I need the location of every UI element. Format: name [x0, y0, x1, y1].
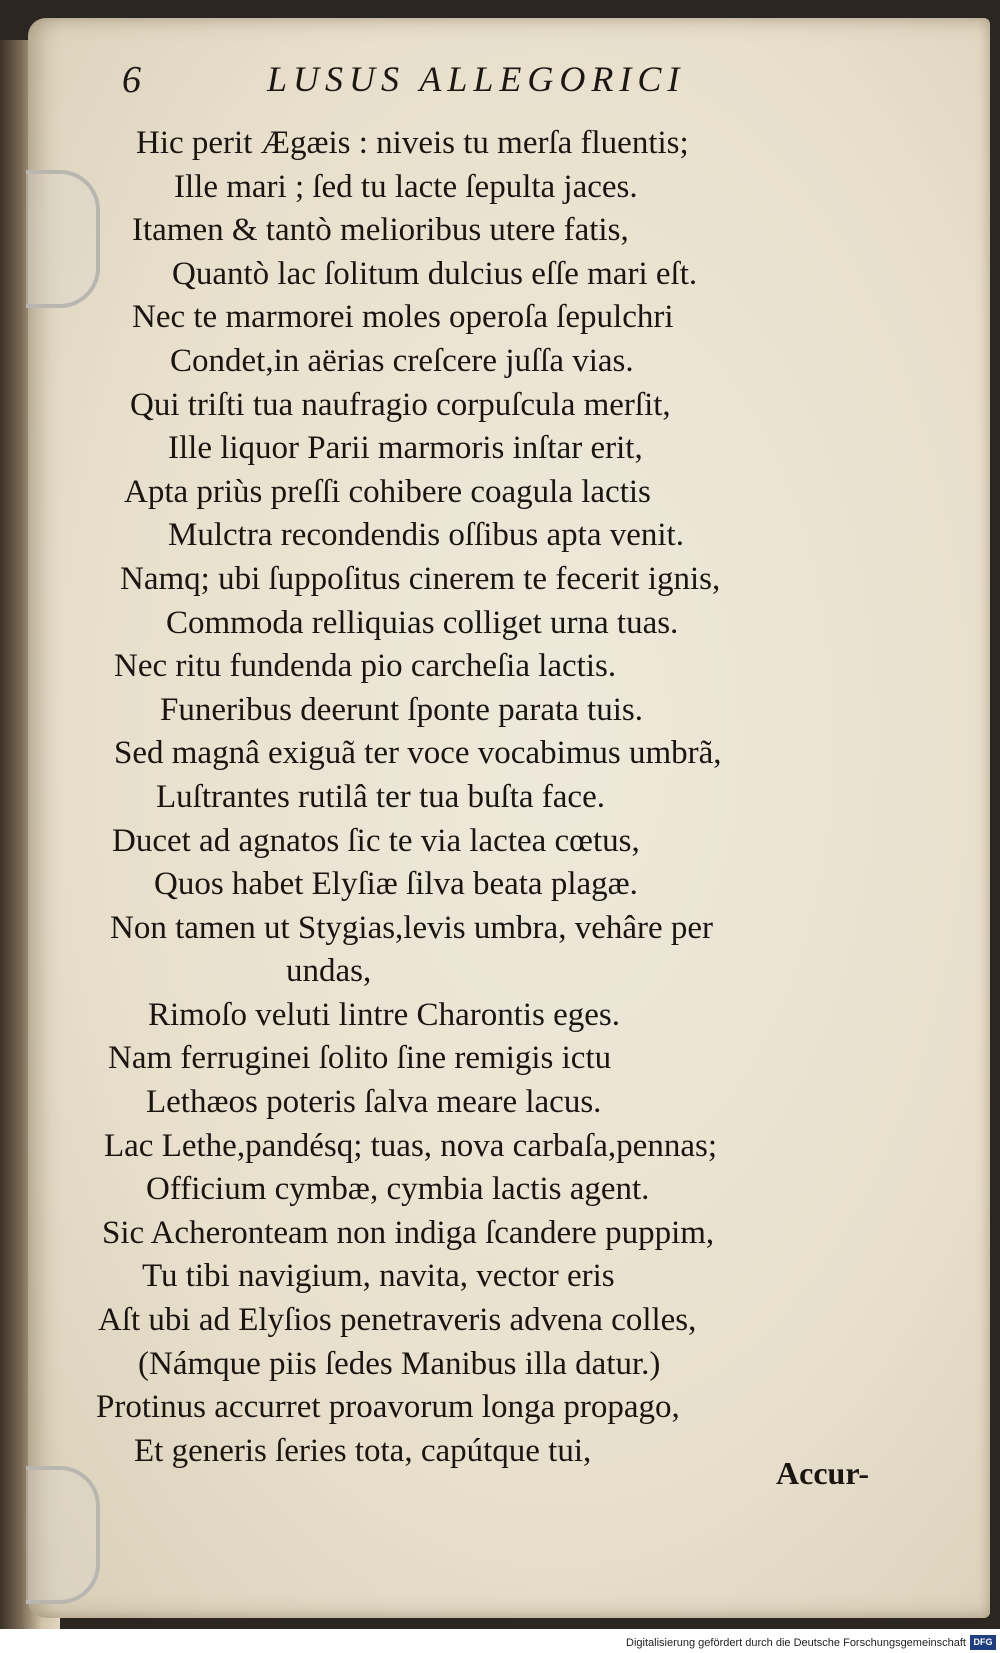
page-header	[112, 58, 832, 108]
catchword: Accur-	[776, 1455, 869, 1491]
poem-line: Et generis ſeries tota, capútque tui,	[134, 1432, 592, 1469]
poem-line: Sed magnâ exiguã ter voce vocabimus umbrã,	[114, 735, 722, 772]
poem-line: Non tamen ut Stygias,levis umbra, vehâre per	[110, 909, 714, 946]
poem-line: Protinus accurret proavorum longa propago,	[96, 1389, 680, 1426]
page-clip-top	[26, 170, 100, 308]
poem-line: Qui triſti tua naufragio corpuſcula merſit,	[130, 386, 671, 423]
poem-line: Condet,in aërias creſcere juſſa vias.	[170, 342, 634, 379]
poem-line: Ducet ad agnatos ſic te via lactea cœtus,	[112, 822, 640, 859]
page-clip-bottom	[26, 1466, 100, 1604]
poem-line: Apta priùs preſſi cohibere coagula lactis	[124, 473, 651, 510]
poem-line: Ille liquor Parii marmoris inſtar erit,	[168, 430, 643, 467]
dfg-logo: DFG	[970, 1635, 996, 1650]
poem-line: Rimoſo veluti lintre Charontis eges.	[148, 996, 621, 1033]
poem-line: Commoda relliquias colliget urna tuas.	[166, 604, 679, 641]
poem-line: Ille mari ; ſed tu lacte ſepulta jaces.	[174, 168, 638, 205]
poem-line: Luſtrantes rutilâ ter tua buſta face.	[156, 778, 605, 815]
poem-line: Tu tibi navigium, navita, vector eris	[142, 1258, 615, 1295]
poem-line: Nec ritu fundenda pio carcheſia lactis.	[114, 648, 617, 685]
poem-line: Mulctra recondendis oſſibus apta venit.	[168, 517, 684, 554]
poem-line: Officium cymbæ, cymbia lactis agent.	[146, 1171, 650, 1208]
digitization-credit: Digitalisierung gefördert durch die Deutsche Forschungsgemeinschaft	[626, 1637, 966, 1649]
poem-line: Funeribus deerunt ſponte parata tuis.	[160, 691, 643, 728]
poem-line: Namq; ubi ſuppoſitus cinerem te fecerit ignis,	[120, 560, 721, 597]
poem-line: Lac Lethe,pandésq; tuas, nova carbaſa,pennas;	[104, 1127, 717, 1164]
poem-line: Itamen & tantò melioribus utere fatis,	[132, 212, 629, 249]
poem-line: (Námque piis ſedes Manibus illa datur.)	[138, 1345, 661, 1382]
footer-bar	[0, 1629, 1000, 1653]
poem-line: Lethæos poteris ſalva meare lacus.	[146, 1084, 602, 1121]
poem-line: Nec te marmorei moles operoſa ſepulchri	[132, 299, 674, 336]
poem-text	[90, 122, 950, 1473]
running-title: LUSUS ALLEGORICI	[267, 59, 686, 99]
poem-line: Hic perit Ægæis : niveis tu merſa fluentis;	[136, 125, 689, 161]
poem-line: Sic Acheronteam non indiga ſcandere puppim,	[102, 1214, 715, 1251]
page-number: 6	[122, 59, 141, 101]
poem-line: Quantò lac ſolitum dulcius eſſe mari eſt.	[172, 255, 698, 292]
poem-line: Aſt ubi ad Elyſios penetraveris advena colles,	[98, 1302, 697, 1339]
poem-line: undas,	[286, 953, 372, 990]
poem-line: Quos habet Elyſiæ ſilva beata plagæ.	[154, 866, 638, 903]
poem-line: Nam ferruginei ſolito ſine remigis ictu	[108, 1040, 612, 1077]
